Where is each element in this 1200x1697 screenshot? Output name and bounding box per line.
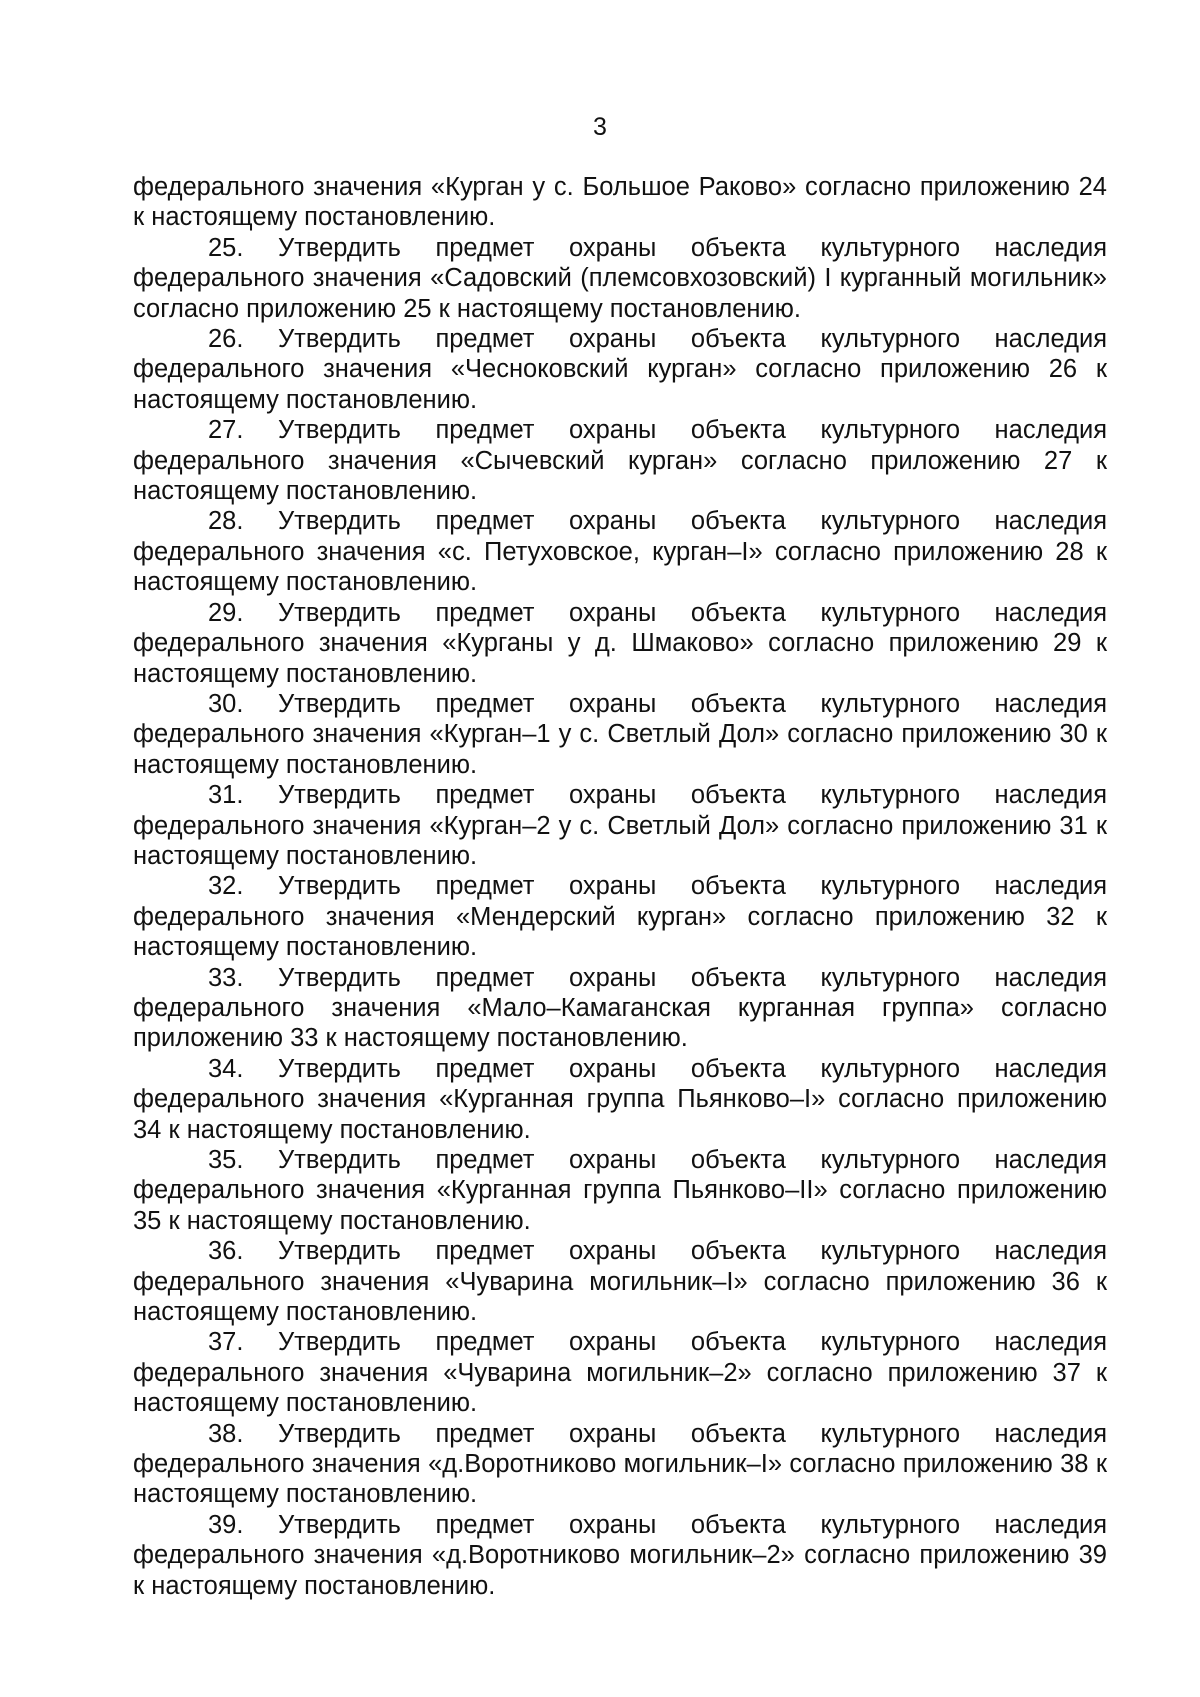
- paragraph-item-34: 34. Утвердить предмет охраны объекта культурного наследия федерального значения «Курганная группа Пьянково–I» согласно приложению 34 к настоящему постановлению.: [133, 1054, 1107, 1144]
- paragraph-item-25: 25. Утвердить предмет охраны объекта культурного наследия федерального значения «Садовский (племсовхозовский) I курганный могильник» согласно приложению 25 к настоящему постановлению.: [133, 233, 1107, 323]
- paragraph-item-36: 36. Утвердить предмет охраны объекта культурного наследия федерального значения «Чуварина могильник–I» согласно приложению 36 к настоящему постановлению.: [133, 1237, 1107, 1327]
- paragraph-item-32: 32. Утвердить предмет охраны объекта культурного наследия федерального значения «Мендерский курган» согласно приложению 32 к настоящему постановлению.: [133, 872, 1107, 962]
- paragraph-item-35: 35. Утвердить предмет охраны объекта культурного наследия федерального значения «Курганная группа Пьянково–II» согласно приложению 35 к настоящему постановлению.: [133, 1146, 1107, 1235]
- paragraph-item-38: 38. Утвердить предмет охраны объекта культурного наследия федерального значения «д.Воротниково могильник–I» согласно приложению 38 к настоящему постановлению.: [133, 1419, 1107, 1509]
- paragraph-item-29: 29. Утвердить предмет охраны объекта культурного наследия федерального значения «Курганы у д. Шмаково» согласно приложению 29 к настоящему постановлению.: [133, 598, 1107, 688]
- paragraph-item-30: 30. Утвердить предмет охраны объекта культурного наследия федерального значения «Курган–1 у с. Светлый Дол» согласно приложению 30 к настоящему постановлению.: [133, 689, 1107, 779]
- paragraph-item-39: 39. Утвердить предмет охраны объекта культурного наследия федерального значения «д.Воротниково могильник–2» согласно приложению 39 к настоящему постановлению.: [133, 1510, 1107, 1600]
- paragraph-item-31: 31. Утвердить предмет охраны объекта культурного наследия федерального значения «Курган–2 у с. Светлый Дол» согласно приложению 31 к настоящему постановлению.: [133, 781, 1107, 870]
- paragraph-continuation: федерального значения «Курган у с. Большое Раково» согласно приложению 24 к настоящему постановлению.: [133, 173, 1107, 232]
- page-number: 3: [593, 113, 607, 141]
- paragraph-item-27: 27. Утвердить предмет охраны объекта культурного наследия федерального значения «Сычевский курган» согласно приложению 27 к настоящему постановлению.: [133, 416, 1107, 506]
- paragraph-item-26: 26. Утвердить предмет охраны объекта культурного наследия федерального значения «Чесноковский курган» согласно приложению 26 к настоящему постановлению.: [133, 325, 1107, 414]
- paragraph-item-33: 33. Утвердить предмет охраны объекта культурного наследия федерального значения «Мало–Камаганская курганная группа» согласно приложению 33 к настоящему постановлению.: [133, 963, 1107, 1053]
- paragraph-item-28: 28. Утвердить предмет охраны объекта культурного наследия федерального значения «с. Петуховское, курган–I» согласно приложению 28 к настоящему постановлению.: [133, 507, 1107, 597]
- document-body: [133, 172, 1107, 1601]
- paragraph-item-37: 37. Утвердить предмет охраны объекта культурного наследия федерального значения «Чуварина могильник–2» согласно приложению 37 к настоящему постановлению.: [133, 1328, 1107, 1418]
